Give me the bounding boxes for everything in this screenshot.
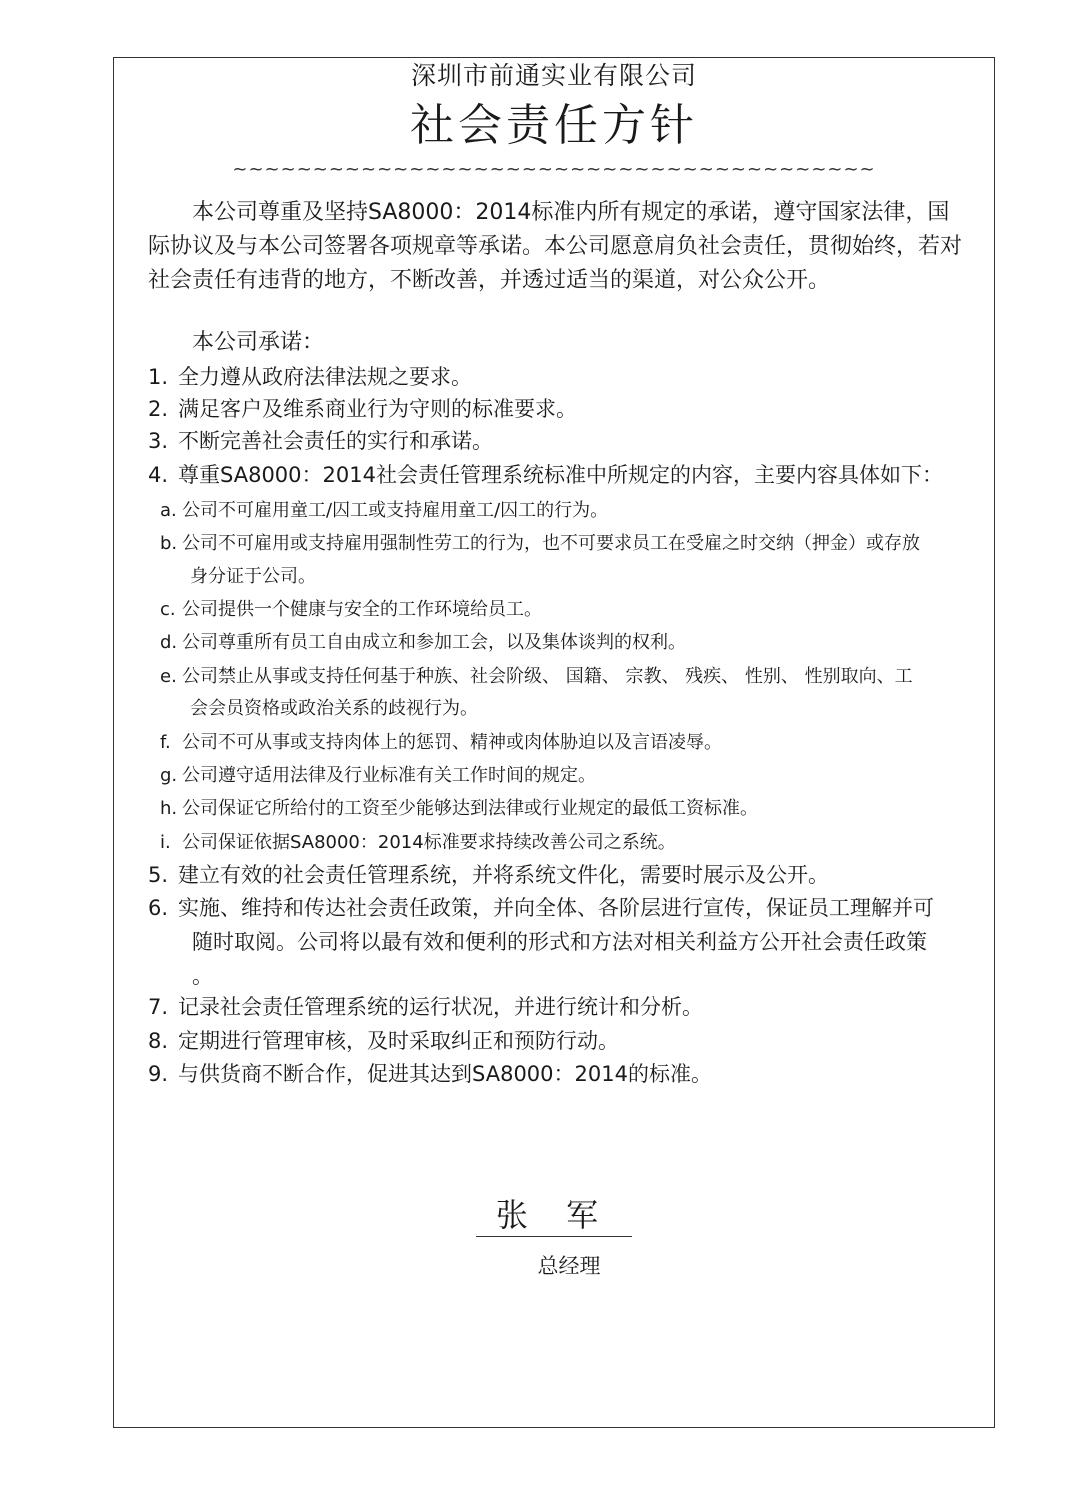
subitem: a. 公司不可雇用童工/囚工或支持雇用童工/囚工的行为。 [160,500,609,521]
subitem: d. 公司尊重所有员工自由成立和参加工会，以及集体谈判的权利。 [160,632,686,653]
commitment-item: 8. 定期进行管理审核，及时采取纠正和预防行动。 [148,1029,619,1053]
subitem: g. 公司遵守适用法律及行业标准有关工作时间的规定。 [160,765,596,786]
commitment-item: 9. 与供货商不断合作，促进其达到SA8000：2014的标准。 [148,1062,712,1086]
subitem: h. 公司保证它所给付的工资至少能够达到法律或行业规定的最低工资标准。 [160,798,758,819]
commitment-item: 4. 尊重SA8000：2014社会责任管理系统标准中所规定的内容，主要内容具体如下： [148,463,943,487]
commitment-item: 2. 满足客户及维系商业行为守则的标准要求。 [148,397,577,421]
title-divider: ~~~~~~~~~~~~~~~~~~~~~~~~~~~~~~~~~~~~~~~~ [232,159,876,180]
signatory-role: 总经理 [537,1254,601,1278]
commitments-label: 本公司承诺： [192,330,325,355]
intro-paragraph: 本公司尊重及坚持SA8000：2014标准内所有规定的承诺，遵守国家法律，国际协议及与本公司签署各项规章等承诺。本公司愿意肩负社会责任，贯彻始终，若对社会责任有违背的地方，不断改善，并透过适当的渠道，对公众公开。 [148,200,963,293]
signatory-name: 张 军 [476,1194,632,1237]
company-name: 深圳市前通实业有限公司 [410,61,697,90]
subitem: e. 公司禁止从事或支持任何基于种族、社会阶级、 国籍、 宗教、 残疾、 性别、 性别取向、工 [160,666,913,687]
subitem: c. 公司提供一个健康与安全的工作环境给员工。 [160,599,542,620]
document-title: 社会责任方针 [410,100,698,151]
subitem-continuation: 身分证于公司。 [190,566,316,587]
subitem-continuation: 会会员资格或政治关系的歧视行为。 [190,698,478,719]
commitment-continuation: 。 [192,964,213,988]
subitem: f. 公司不可从事或支持肉体上的惩罚、精神或肉体胁迫以及言语凌辱。 [160,732,722,753]
commitment-item: 3. 不断完善社会责任的实行和承诺。 [148,429,493,453]
commitment-item: 7. 记录社会责任管理系统的运行状况，并进行统计和分析。 [148,995,703,1019]
commitment-continuation: 随时取阅。公司将以最有效和便利的形式和方法对相关利益方公开社会责任政策 [192,930,927,954]
subitem: i. 公司保证依据SA8000：2014标准要求持续改善公司之系统。 [160,832,676,853]
commitment-item: 5. 建立有效的社会责任管理系统，并将系统文件化，需要时展示及公开。 [148,863,829,887]
commitment-item: 6. 实施、维持和传达社会责任政策，并向全体、各阶层进行宣传，保证员工理解并可 [148,896,934,920]
commitment-item: 1. 全力遵从政府法律法规之要求。 [148,365,472,389]
subitem: b. 公司不可雇用或支持雇用强制性劳工的行为，也不可要求员工在受雇之时交纳（押金）或存放 [160,533,920,554]
